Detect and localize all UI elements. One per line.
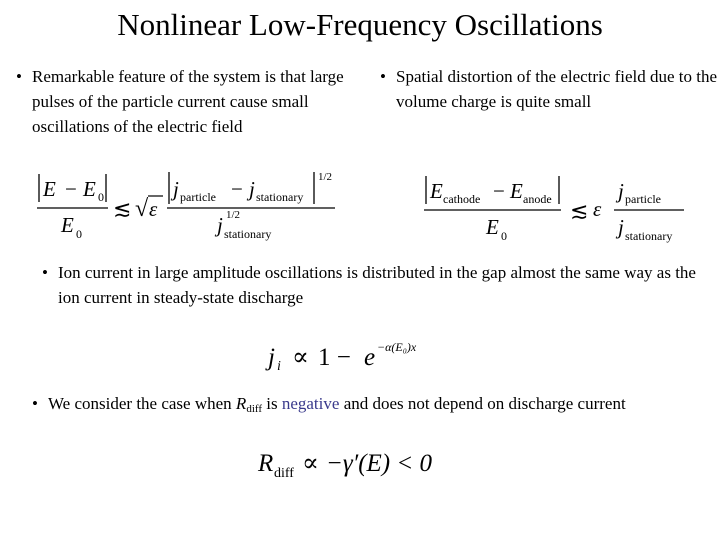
formula-j-stationary: j xyxy=(618,215,624,239)
formula-epsilon: ε xyxy=(149,197,158,221)
bullet-dot: • xyxy=(32,394,38,413)
bullet-spatial-distortion xyxy=(380,64,720,114)
bullet-dot: • xyxy=(42,263,48,282)
bullet-dot: • xyxy=(16,67,22,86)
formula-sqrt: √ xyxy=(135,196,149,222)
symbol-R-sub: diff xyxy=(246,403,262,415)
text-negative: negative xyxy=(281,394,340,413)
formula-propto: ∝ xyxy=(292,344,309,371)
formula-particle-sub: particle xyxy=(625,192,661,206)
formula-stationary-sub: stationary xyxy=(625,229,673,243)
formula-anode-sub: anode xyxy=(523,192,552,206)
formula-propto: ∝ xyxy=(302,450,319,477)
formula-den-E0-sub: 0 xyxy=(501,229,507,243)
bullet-text xyxy=(32,391,712,422)
bullet-ion-current xyxy=(42,260,712,310)
formula-lesssim: ≲ xyxy=(113,196,132,221)
bullet-text: Remarkable feature of the system is that large pulses of the particle current cause small oscillations of the electric field xyxy=(32,67,344,136)
formula-E-cathode: E xyxy=(430,179,443,203)
formula-E0-sub: 0 xyxy=(98,190,104,204)
formula-rdiff xyxy=(256,444,476,484)
formula-particle-sub: particle xyxy=(180,190,216,204)
bullet-rdiff-negative xyxy=(32,391,712,422)
formula-j-particle: j xyxy=(618,179,624,203)
formula-E: E xyxy=(43,177,56,201)
formula-den-j: j xyxy=(217,213,223,237)
formula-minus-2: − xyxy=(231,177,243,201)
formula-E-anode: E xyxy=(510,179,523,203)
page-title: Nonlinear Low-Frequency Oscillations xyxy=(117,7,603,42)
formula-rhs: −γ′(E) < 0 xyxy=(326,450,432,477)
bullet-dot: • xyxy=(380,67,386,86)
formula-minus: − xyxy=(493,179,505,203)
formula-R-sub: diff xyxy=(274,466,294,481)
formula-j-stationary: j xyxy=(249,177,255,201)
formula-den-E0: E xyxy=(61,213,74,237)
bullet-text: Spatial distortion of the electric field due to the volume charge is quite small xyxy=(396,67,718,111)
formula-minus: − xyxy=(65,177,77,201)
bullet-remarkable-feature xyxy=(16,64,346,139)
formula-epsilon: ε xyxy=(593,197,602,221)
formula-stationary-sub: stationary xyxy=(256,190,304,204)
formula-cathode-sub: cathode xyxy=(443,192,481,206)
formula-j: j xyxy=(268,344,275,371)
formula-ion-current xyxy=(266,336,466,376)
formula-field-distortion xyxy=(422,170,720,250)
formula-power: 1/2 xyxy=(318,171,333,183)
formula-one-minus: 1 − xyxy=(318,344,351,371)
formula-den-E0: E xyxy=(486,215,499,239)
text-after: and does not depend on discharge current xyxy=(339,394,626,413)
formula-E0: E xyxy=(83,177,96,201)
formula-j-particle: j xyxy=(173,177,179,201)
formula-den-power: 1/2 xyxy=(226,209,241,221)
text-before: We consider the case when xyxy=(48,394,236,413)
formula-den-E0-sub: 0 xyxy=(76,227,82,241)
formula-e: e xyxy=(364,344,376,371)
formula-lesssim: ≲ xyxy=(570,198,589,223)
symbol-R: R xyxy=(235,394,247,413)
formula-den-sub: stationary xyxy=(224,227,272,241)
formula-R: R xyxy=(258,450,274,477)
formula-field-ratio-sqrt xyxy=(35,168,355,248)
text-middle: is xyxy=(262,394,282,413)
formula-i-sub: i xyxy=(277,359,281,374)
formula-exponent: −α(E₀)x xyxy=(377,340,417,354)
bullet-text: Ion current in large amplitude oscillations is distributed in the gap almost the same way as the ion current in steady-state discharge xyxy=(58,263,696,307)
